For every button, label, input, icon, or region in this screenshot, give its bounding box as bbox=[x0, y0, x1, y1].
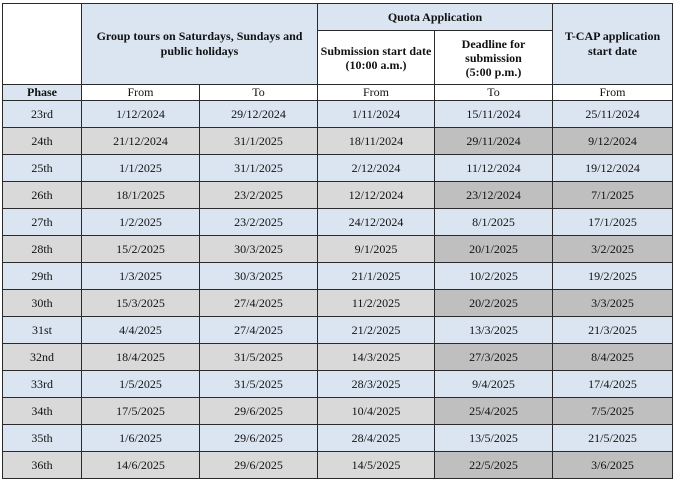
table-row bbox=[3, 128, 673, 155]
cell-submission-start: 28/3/2025 bbox=[318, 371, 435, 398]
cell-deadline: 10/2/2025 bbox=[435, 263, 553, 290]
header-submission-start-time: (10:00 a.m.) bbox=[345, 57, 407, 72]
table-row bbox=[3, 263, 673, 290]
table-row bbox=[3, 290, 673, 317]
header-tcap: T-CAP application start date bbox=[553, 4, 673, 85]
cell-tcap: 3/3/2025 bbox=[553, 290, 673, 317]
cell-tcap: 7/5/2025 bbox=[553, 398, 673, 425]
cell-tour-to: 31/1/2025 bbox=[200, 128, 318, 155]
cell-phase: 28th bbox=[3, 236, 82, 263]
header-submission-start-label: Submission start date bbox=[320, 43, 432, 58]
schedule-table bbox=[2, 3, 673, 479]
cell-submission-start: 14/5/2025 bbox=[318, 452, 435, 479]
cell-tcap: 25/11/2024 bbox=[553, 101, 673, 128]
cell-submission-start: 1/11/2024 bbox=[318, 101, 435, 128]
cell-submission-start: 24/12/2024 bbox=[318, 209, 435, 236]
cell-tour-from: 1/3/2025 bbox=[82, 263, 200, 290]
cell-tcap: 17/1/2025 bbox=[553, 209, 673, 236]
table-row bbox=[3, 452, 673, 479]
header-deadline bbox=[435, 31, 553, 85]
cell-deadline: 25/4/2025 bbox=[435, 398, 553, 425]
cell-tour-to: 27/4/2025 bbox=[200, 290, 318, 317]
header-sub-to: To bbox=[435, 85, 553, 101]
cell-tcap: 3/2/2025 bbox=[553, 236, 673, 263]
header-tour-to: To bbox=[200, 85, 318, 101]
cell-tour-to: 29/6/2025 bbox=[200, 452, 318, 479]
cell-tour-from: 1/6/2025 bbox=[82, 425, 200, 452]
cell-tour-from: 14/6/2025 bbox=[82, 452, 200, 479]
cell-submission-start: 2/12/2024 bbox=[318, 155, 435, 182]
cell-tour-to: 27/4/2025 bbox=[200, 317, 318, 344]
cell-tour-from: 15/3/2025 bbox=[82, 290, 200, 317]
cell-submission-start: 21/2/2025 bbox=[318, 317, 435, 344]
cell-tour-from: 21/12/2024 bbox=[82, 128, 200, 155]
cell-phase: 25th bbox=[3, 155, 82, 182]
cell-phase: 35th bbox=[3, 425, 82, 452]
cell-phase: 27th bbox=[3, 209, 82, 236]
cell-phase: 30th bbox=[3, 290, 82, 317]
cell-deadline: 13/3/2025 bbox=[435, 317, 553, 344]
cell-tour-from: 17/5/2025 bbox=[82, 398, 200, 425]
header-phase: Phase bbox=[3, 85, 82, 101]
cell-tcap: 3/6/2025 bbox=[553, 452, 673, 479]
cell-tour-from: 4/4/2025 bbox=[82, 317, 200, 344]
header-group-tours: Group tours on Saturdays, Sundays and public holidays bbox=[82, 4, 318, 85]
cell-phase: 26th bbox=[3, 182, 82, 209]
cell-phase: 24th bbox=[3, 128, 82, 155]
cell-deadline: 22/5/2025 bbox=[435, 452, 553, 479]
cell-tcap: 8/4/2025 bbox=[553, 344, 673, 371]
cell-phase: 29th bbox=[3, 263, 82, 290]
cell-tour-to: 31/5/2025 bbox=[200, 344, 318, 371]
cell-submission-start: 11/2/2025 bbox=[318, 290, 435, 317]
cell-tour-to: 30/3/2025 bbox=[200, 263, 318, 290]
cell-tour-from: 1/2/2025 bbox=[82, 209, 200, 236]
table-row bbox=[3, 344, 673, 371]
cell-tcap: 21/5/2025 bbox=[553, 425, 673, 452]
cell-tour-from: 1/12/2024 bbox=[82, 101, 200, 128]
cell-tcap: 19/12/2024 bbox=[553, 155, 673, 182]
cell-submission-start: 14/3/2025 bbox=[318, 344, 435, 371]
table-row bbox=[3, 182, 673, 209]
table-row bbox=[3, 317, 673, 344]
cell-tcap: 17/4/2025 bbox=[553, 371, 673, 398]
header-tcap-from: From bbox=[553, 85, 673, 101]
cell-deadline: 8/1/2025 bbox=[435, 209, 553, 236]
cell-deadline: 15/11/2024 bbox=[435, 101, 553, 128]
cell-deadline: 9/4/2025 bbox=[435, 371, 553, 398]
header-corner bbox=[3, 4, 82, 85]
table-row bbox=[3, 209, 673, 236]
cell-phase: 36th bbox=[3, 452, 82, 479]
cell-phase: 32nd bbox=[3, 344, 82, 371]
cell-tcap: 7/1/2025 bbox=[553, 182, 673, 209]
table-row bbox=[3, 101, 673, 128]
cell-phase: 34th bbox=[3, 398, 82, 425]
cell-deadline: 20/1/2025 bbox=[435, 236, 553, 263]
cell-tcap: 19/2/2025 bbox=[553, 263, 673, 290]
cell-phase: 31st bbox=[3, 317, 82, 344]
cell-phase: 33rd bbox=[3, 371, 82, 398]
cell-tcap: 9/12/2024 bbox=[553, 128, 673, 155]
cell-tour-to: 31/1/2025 bbox=[200, 155, 318, 182]
header-quota-application: Quota Application bbox=[318, 4, 553, 31]
cell-tcap: 21/3/2025 bbox=[553, 317, 673, 344]
cell-phase: 23rd bbox=[3, 101, 82, 128]
cell-submission-start: 12/12/2024 bbox=[318, 182, 435, 209]
cell-tour-from: 1/5/2025 bbox=[82, 371, 200, 398]
cell-submission-start: 9/1/2025 bbox=[318, 236, 435, 263]
header-deadline-label: Deadline for submission bbox=[461, 36, 526, 65]
cell-deadline: 13/5/2025 bbox=[435, 425, 553, 452]
table-row bbox=[3, 371, 673, 398]
cell-tour-from: 18/4/2025 bbox=[82, 344, 200, 371]
cell-tour-from: 18/1/2025 bbox=[82, 182, 200, 209]
cell-submission-start: 10/4/2025 bbox=[318, 398, 435, 425]
table-row bbox=[3, 155, 673, 182]
cell-tour-to: 23/2/2025 bbox=[200, 182, 318, 209]
cell-deadline: 27/3/2025 bbox=[435, 344, 553, 371]
table-row bbox=[3, 398, 673, 425]
cell-deadline: 20/2/2025 bbox=[435, 290, 553, 317]
cell-deadline: 29/11/2024 bbox=[435, 128, 553, 155]
cell-tour-to: 29/12/2024 bbox=[200, 101, 318, 128]
cell-tour-from: 15/2/2025 bbox=[82, 236, 200, 263]
cell-tour-to: 30/3/2025 bbox=[200, 236, 318, 263]
cell-submission-start: 28/4/2025 bbox=[318, 425, 435, 452]
cell-tour-to: 29/6/2025 bbox=[200, 398, 318, 425]
table-row bbox=[3, 236, 673, 263]
cell-deadline: 23/12/2024 bbox=[435, 182, 553, 209]
header-deadline-time: (5:00 p.m.) bbox=[465, 64, 522, 79]
cell-tour-to: 31/5/2025 bbox=[200, 371, 318, 398]
cell-tour-from: 1/1/2025 bbox=[82, 155, 200, 182]
header-submission-start bbox=[318, 31, 435, 85]
cell-tour-to: 23/2/2025 bbox=[200, 209, 318, 236]
cell-tour-to: 29/6/2025 bbox=[200, 425, 318, 452]
cell-submission-start: 18/11/2024 bbox=[318, 128, 435, 155]
cell-deadline: 11/12/2024 bbox=[435, 155, 553, 182]
header-sub-from: From bbox=[318, 85, 435, 101]
table-row bbox=[3, 425, 673, 452]
cell-submission-start: 21/1/2025 bbox=[318, 263, 435, 290]
header-tour-from: From bbox=[82, 85, 200, 101]
